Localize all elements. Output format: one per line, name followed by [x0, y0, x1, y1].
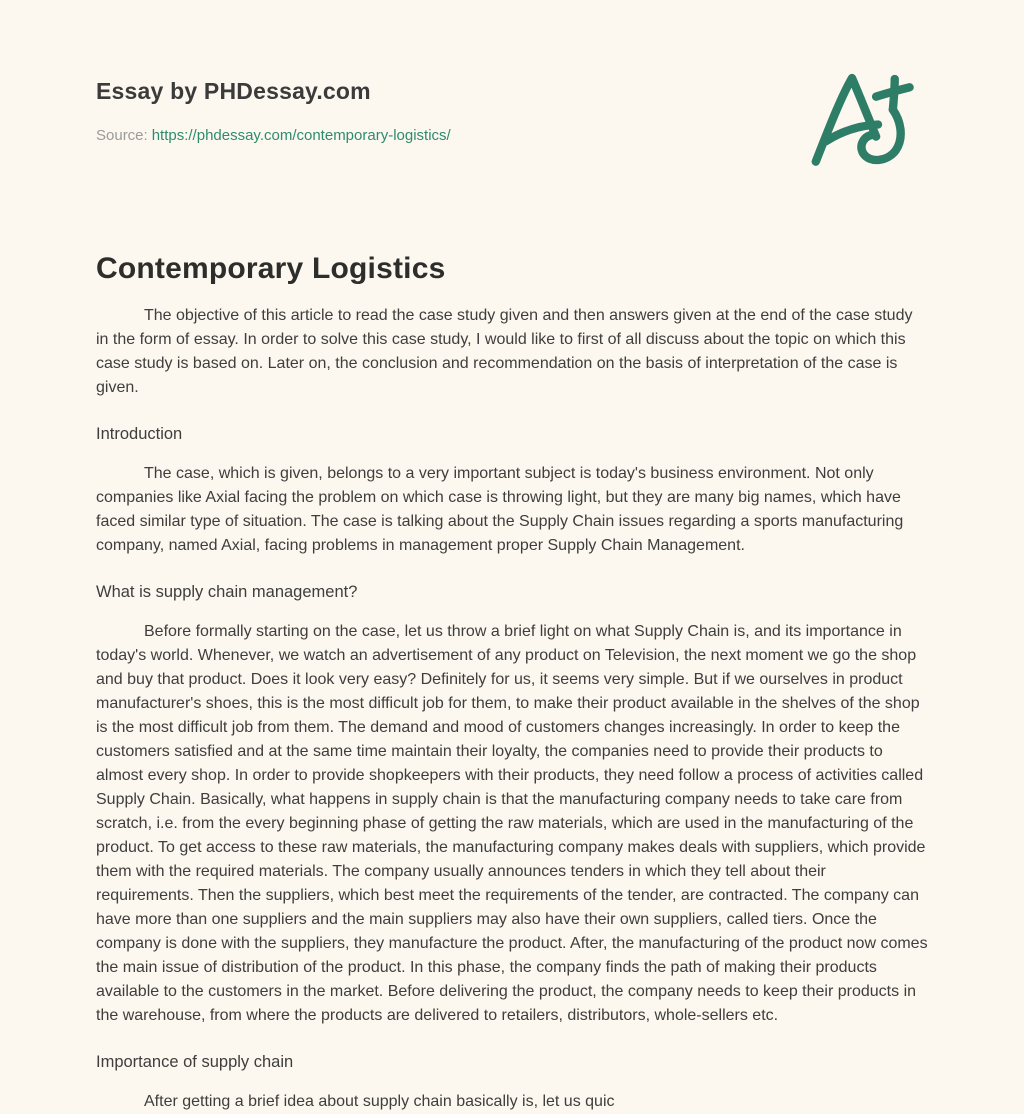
source-url-link[interactable]: https://phdessay.com/contemporary-logistics/: [151, 127, 451, 144]
brand-title: Essay by PHDessay.com: [96, 78, 371, 104]
essay-body: [96, 304, 928, 1114]
page-header: [96, 64, 928, 170]
a-plus-logo-icon: [802, 66, 928, 170]
essay-paragraph: The case, which is given, belongs to a very important subject is today's business environment. Not only companies like Axial facing the problem on which case is throwing light, but they are many big names, which have faced similar type of situation. The case is talking about the Supply Chain issues regarding a sports manufacturing company, named Axial, facing problems in management proper Supply Chain Management.: [96, 465, 904, 554]
source-label: Source:: [96, 127, 148, 144]
section-heading-introduction: Introduction: [96, 425, 183, 443]
essay-paragraph: Before formally starting on the case, let us throw a brief light on what Supply Chain is, and its importance in today's world. Whenever, we watch an advertisement of any product on Television, the next moment we go the shop and buy that product. Does it look very easy? Definitely for us, it seems very simple. But if we ourselves in product manufacturer's shoes, this is the most difficult job for them, to make their product available in the shelves of the shop is the most difficult job from them. The demand and mood of customers changes increasingly. In order to keep the customers satisfied and at the same time maintain their loyalty, the companies need to provide their products to almost every shop. In order to provide shopkeepers with their products, they need follow a process of activities called Supply Chain. Basically, what happens in supply chain is that the manufacturing company needs to take care from scratch, i.e. from the every beginning phase of getting the raw materials, which are used in the manufacturing of the product. To get access to these raw materials, the manufacturing company makes deals with suppliers, which provide them with the required materials. The company usually announces tenders in which they tell about their requirements. Then the suppliers, which best meet the requirements of the tender, are contracted. The company can have more than one suppliers and the main suppliers may also have their own suppliers, called tiers. Once the company is done with the suppliers, they manufacture the product. After, the manufacturing of the product now comes the main issue of distribution of the product. In this phase, the company finds the path of making their products available to the customers in the market. Before delivering the product, the company needs to keep their products in the warehouse, from where the products are delivered to retailers, distributors, whole-sellers etc.: [96, 623, 928, 1024]
essay-paragraph: After getting a brief idea about supply chain basically is, let us quic: [144, 1093, 615, 1110]
header-text-block: [96, 64, 451, 144]
source-line: [96, 127, 451, 144]
essay-paragraph: The objective of this article to read the case study given and then answers given at the end of the case study in the form of essay. In order to solve this case study, I would like to first of all discuss about the topic on which this case study is based on. Later on, the conclusion and recommendation on the basis of interpretation of the case is given.: [96, 307, 913, 396]
section-heading-what-is-scm: What is supply chain management?: [96, 583, 358, 601]
essay-page: [96, 0, 928, 1114]
section-heading-importance: Importance of supply chain: [96, 1053, 294, 1071]
page-title: Contemporary Logistics: [96, 252, 446, 285]
